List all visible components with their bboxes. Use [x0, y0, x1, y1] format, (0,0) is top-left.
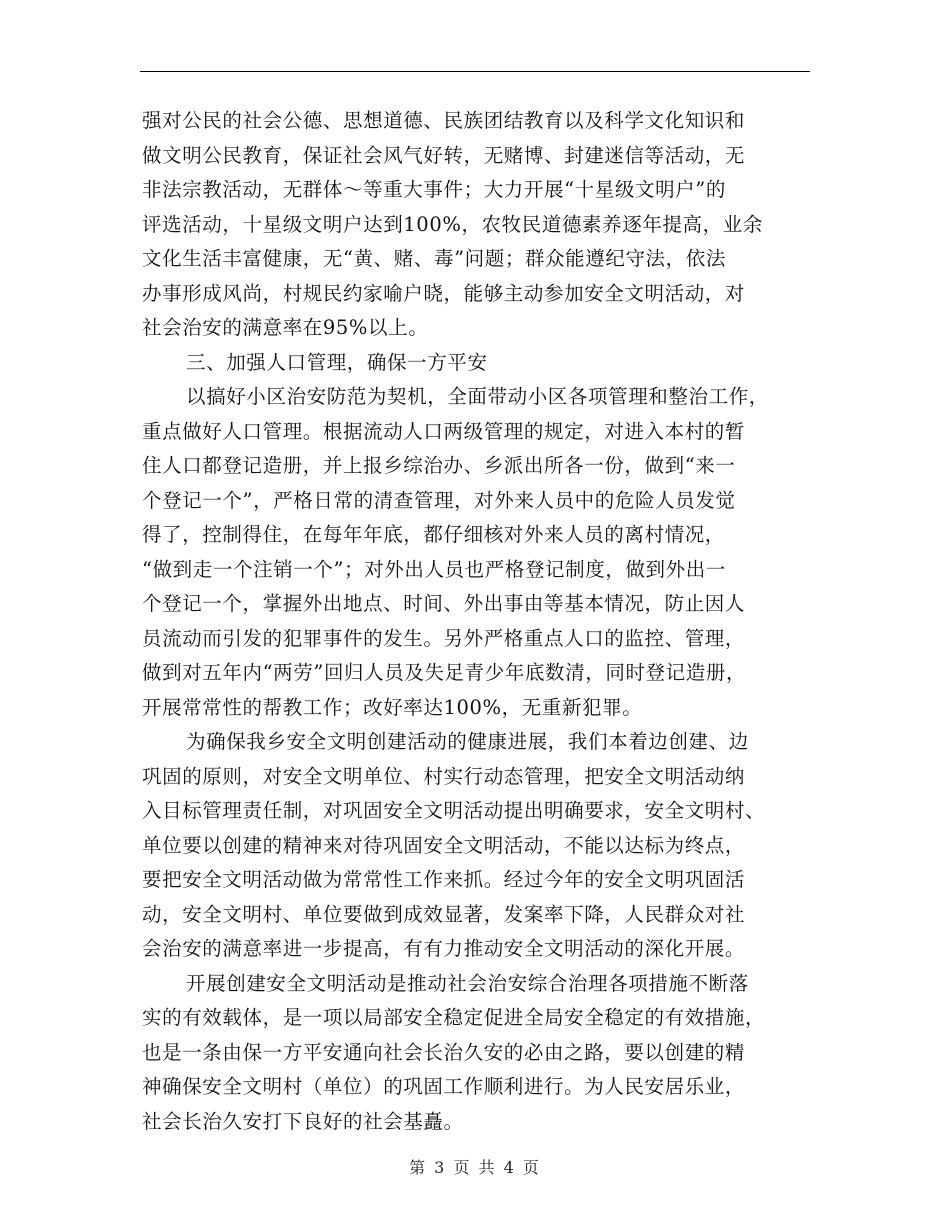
- text-line: 社会长治久安打下良好的社会基矗。: [142, 1109, 464, 1133]
- text-line: “做到走一个注销一个”；对外出人员也严格登记制度，做到外出一: [142, 557, 726, 581]
- text-line: 员流动而引发的犯罪事件的发生。另外严格重点人口的监控、管理，: [142, 626, 746, 650]
- text-line: 强对公民的社会公德、思想道德、民族团结教育以及科学文化知识和: [142, 109, 746, 132]
- text-line: 住人口都登记造册，并上报乡综治办、乡派出所各一份，做到“来一: [142, 454, 736, 477]
- section-heading: 三、加强人口管理，确保一方平安: [186, 350, 488, 374]
- text-line: 会治安的满意率进一步提高，有有力推动安全文明活动的深化开展。: [142, 937, 746, 960]
- text-line: 个登记一个，掌握外出地点、时间、外出事由等基本情况，防止因人: [142, 592, 746, 615]
- text-line: 要把安全文明活动做为常常性工作来抓。经过今年的安全文明巩固活: [142, 868, 746, 891]
- text-line: 以搞好小区治安防范为契机，全面带动小区各项管理和整治工作，: [186, 385, 769, 408]
- text-line: 动，安全文明村、单位要做到成效显著，发案率下降，人民群众对社: [142, 902, 746, 926]
- text-line: 社会治安的满意率在95%以上。: [142, 316, 429, 339]
- text-line: 做到对五年内“两劳”回归人员及失足青少年底数清，同时登记造册，: [142, 661, 747, 684]
- page-number: 第 3 页 共 4 页: [409, 1158, 541, 1177]
- document-body: [142, 104, 810, 1139]
- text-line: 评选活动，十星级文明户达到100%，农牧民道德素养逐年提高，业余: [142, 212, 763, 236]
- text-line: 个登记一个”，严格日常的清查管理，对外来人员中的危险人员发觉: [142, 488, 736, 512]
- text-line: 实的有效载体，是一项以局部安全稳定促进全局安全稳定的有效措施，: [142, 1006, 766, 1029]
- text-line: 开展常常性的帮教工作；改好率达100%，无重新犯罪。: [142, 695, 643, 719]
- text-line: 神确保安全文明村（单位）的巩固工作顺利进行。为人民安居乐业，: [142, 1075, 746, 1098]
- text-line: 开展创建安全文明活动是推动社会治安综合治理各项措施不断落: [186, 971, 749, 995]
- text-line: 单位要以创建的精神来对待巩固安全文明活动，不能以达标为终点，: [142, 833, 746, 857]
- text-line: 入目标管理责任制，对巩固安全文明活动提出明确要求，安全文明村、: [142, 799, 766, 822]
- text-line: 得了，控制得住，在每年年底，都仔细核对外来人员的离村情况，: [142, 523, 725, 546]
- text-line: 做文明公民教育，保证社会风气好转，无赌博、封建迷信等活动，无: [142, 143, 746, 167]
- text-line: 文化生活丰富健康，无“黄、赌、毒”问题；群众能遵纪守法，依法: [142, 247, 726, 270]
- text-line: 为确保我乡安全文明创建活动的健康进展，我们本着边创建、边: [186, 730, 749, 753]
- text-line: 非法宗教活动，无群体～等重大事件；大力开展“十星级文明户”的: [142, 178, 726, 201]
- header-rule: [140, 71, 810, 72]
- text-line: 巩固的原则，对安全文明单位、村实行动态管理，把安全文明活动纳: [142, 764, 746, 788]
- text-line: 办事形成风尚，村规民约家喻户晓，能够主动参加安全文明活动，对: [142, 281, 746, 305]
- text-line: 也是一条由保一方平安通向社会长治久安的必由之路，要以创建的精: [142, 1040, 746, 1064]
- text-line: 重点做好人口管理。根据流动人口两级管理的规定，对进入本村的暂: [142, 419, 746, 443]
